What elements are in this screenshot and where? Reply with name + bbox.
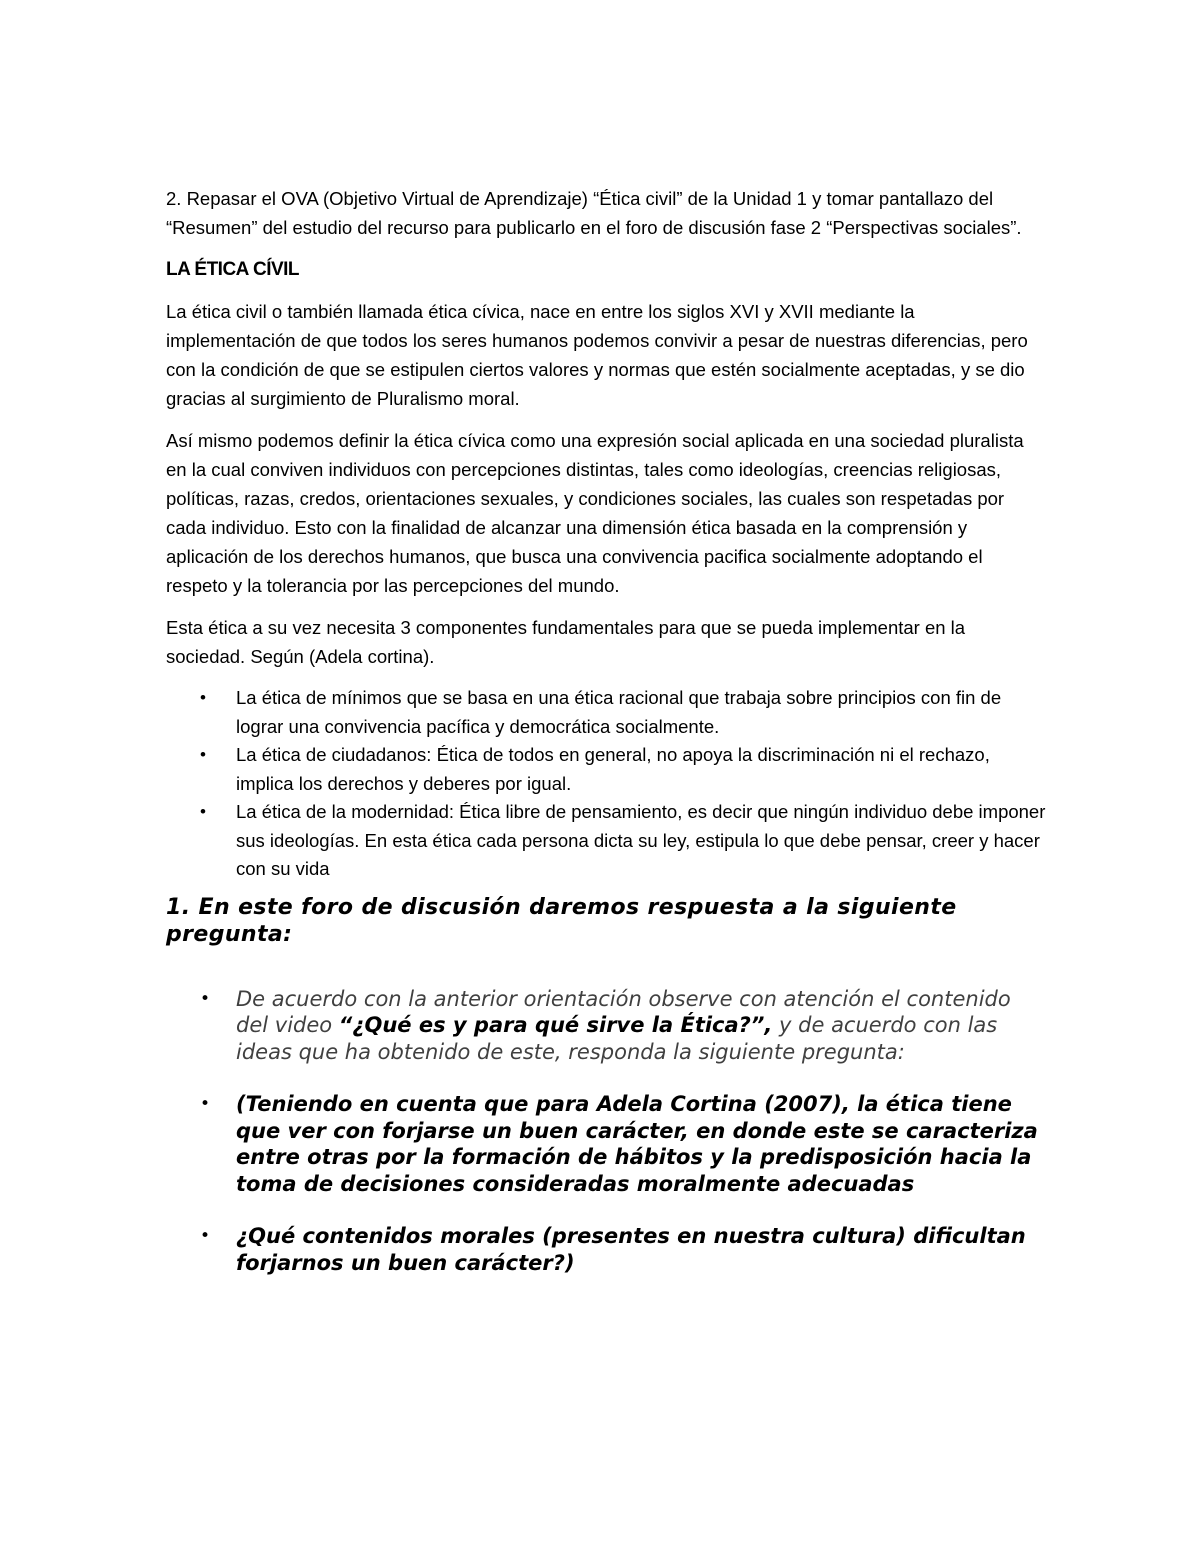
bullet-icon: • bbox=[200, 1226, 211, 1246]
bullet-icon: • bbox=[200, 802, 206, 821]
bullet-icon: • bbox=[200, 1094, 211, 1114]
list-item-text: La ética de mínimos que se basa en una ética racional que trabaja sobre principios con fin de lograr una convivencia pacífica y democrática socialmente. bbox=[236, 687, 1002, 737]
list-item bbox=[166, 741, 1046, 798]
question-context: (Teniendo en cuenta que para Adela Cortina (2007), la ética tiene que ver con forjarse un buen carácter, en donde este se caracteriza entre otras por la formación de hábitos y la predisposición hacia la toma de decisiones consideradas moralmente adecuadas bbox=[236, 1092, 1038, 1196]
paragraph-definition: La ética civil o también llamada ética cívica, nace en entre los siglos XVI y XVII mediante la implementación de que todos los seres humanos podemos convivir a pesar de nuestras diferencias, pero con la condición de que se estipulen ciertos valores y normas que estén socialmente aceptadas, y se dio gracias al surgimiento de Pluralismo moral. bbox=[166, 301, 1028, 409]
question-text-part1: De acuerdo con la anterior orientación observe con atención el contenido del video bbox=[236, 986, 1011, 1037]
components-list bbox=[166, 684, 1046, 884]
list-item bbox=[166, 798, 1046, 884]
bullet-icon: • bbox=[200, 745, 206, 764]
list-item-text: La ética de la modernidad: Ética libre de pensamiento, es decir que ningún individuo debe imponer sus ideologías. En esta ética cada persona dicta su ley, estipula lo que debe pensar, creer y hacer con su vida bbox=[236, 801, 1046, 879]
list-item bbox=[166, 1223, 1046, 1276]
intro-paragraph: 2. Repasar el OVA (Objetivo Virtual de Aprendizaje) “Ética civil” de la Unidad 1 y tomar pantallazo del “Resumen” del estudio del recurso para publicarlo en el foro de discusión fase 2 “Perspectivas sociales”. bbox=[166, 188, 1022, 238]
document-page bbox=[166, 184, 1046, 1302]
question-text-part2: y de acuerdo con las ideas que ha obtenido de este, responda la siguiente pregunta: bbox=[236, 1013, 998, 1064]
paragraph-civic-ethics: Así mismo podemos definir la ética cívica como una expresión social aplicada en una sociedad pluralista en la cual conviven individuos con percepciones distintas, tales como ideologías, creencias religiosas, políticas, razas, credos, orientaciones sexuales, y condiciones sociales, las cuales son respetadas por cada individuo. Esto con la finalidad de alcanzar una dimensión ética basada en la comprensión y aplicación de los derechos humanos, que busca una convivencia pacifica socialmente adoptando el respeto y la tolerancia por las percepciones del mundo. bbox=[166, 430, 1024, 596]
forum-question-list bbox=[166, 986, 1046, 1277]
section-title: LA ÉTICA CÍVIL bbox=[166, 259, 300, 280]
bullet-icon: • bbox=[200, 988, 211, 1009]
list-item bbox=[166, 1091, 1046, 1197]
list-item bbox=[166, 684, 1046, 741]
paragraph-components-intro: Esta ética a su vez necesita 3 componentes fundamentales para que se pueda implementar en la sociedad. Según (Adela cortina). bbox=[166, 617, 966, 667]
forum-question-heading: 1. En este foro de discusión daremos respuesta a la siguiente pregunta: bbox=[166, 894, 957, 947]
list-item-text: La ética de ciudadanos: Ética de todos en general, no apoya la discriminación ni el rechazo, implica los derechos y deberes por igual. bbox=[236, 744, 990, 794]
list-item bbox=[166, 986, 1046, 1066]
main-question: ¿Qué contenidos morales (presentes en nuestra cultura) dificultan forjarnos un buen carácter?) bbox=[236, 1224, 1026, 1275]
bullet-icon: • bbox=[200, 688, 206, 707]
video-title: “¿Qué es y para qué sirve la Ética?”, bbox=[338, 1013, 773, 1037]
